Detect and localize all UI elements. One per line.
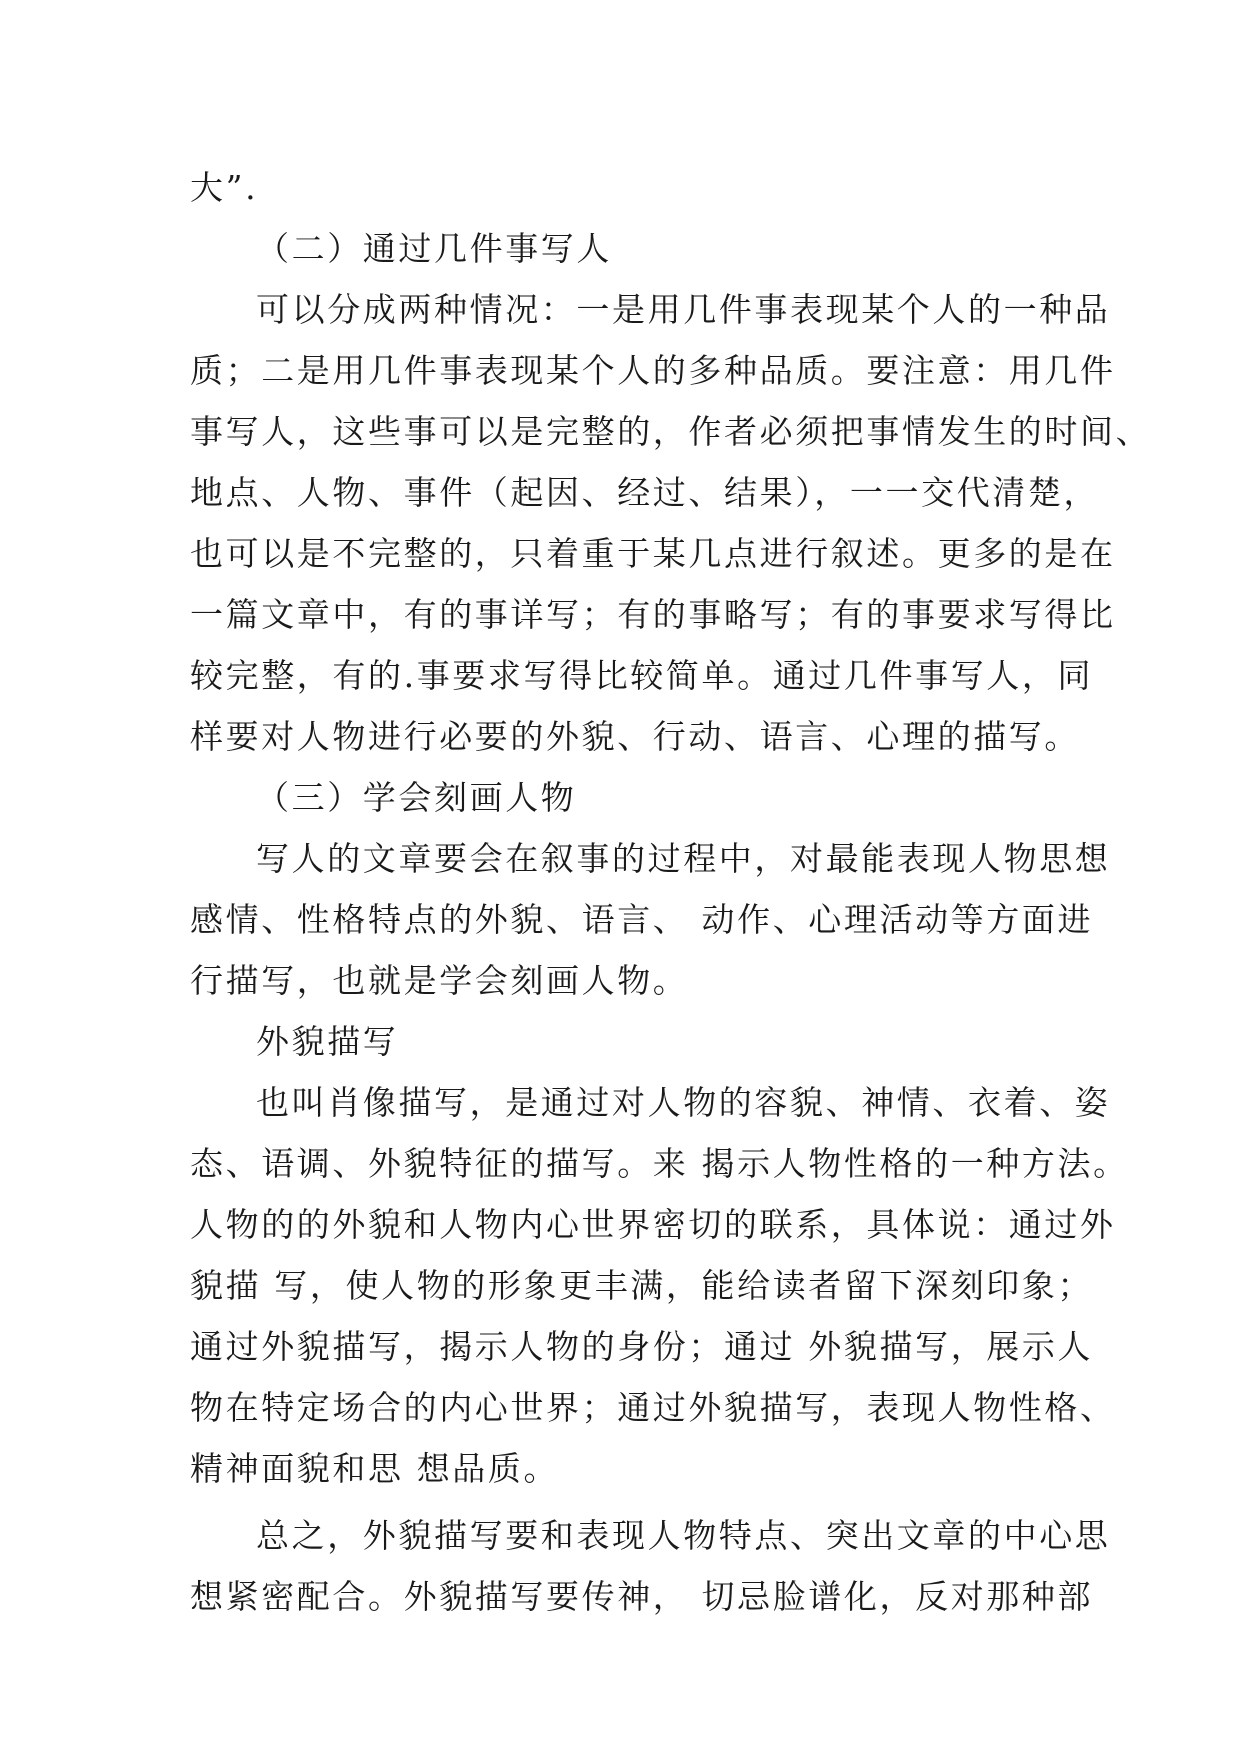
text-line: 总之，外貌描写要和表现人物特点、突出文章的中心思: [256, 1516, 1111, 1555]
text-line: 样要对人物进行必要的外貌、行动、语言、心理的描写。: [190, 717, 1080, 756]
text-line: 人物的的外貌和人物内心世界密切的联系，具体说：通过外: [190, 1205, 1116, 1244]
section-heading: （二）通过几件事写人: [256, 229, 612, 268]
text-line: 质；二是用几件事表现某个人的多种品质。要注意：用几件: [190, 351, 1116, 390]
text-line: 精神面貌和思 想品质。: [190, 1449, 560, 1488]
text-line: 行描写，也就是学会刻画人物。: [190, 961, 689, 1000]
text-line: 貌描 写，使人物的形象更丰满，能给读者留下深刻印象；: [190, 1266, 1094, 1305]
text-line: 事写人，这些事可以是完整的，作者必须把事情发生的时间、: [190, 412, 1152, 451]
text-line: 通过外貌描写，揭示人物的身份；通过 外貌描写，展示人: [190, 1327, 1094, 1366]
section-heading: （三）学会刻画人物: [256, 778, 577, 817]
text-line: 也叫肖像描写，是通过对人物的容貌、神情、衣着、姿: [256, 1083, 1111, 1122]
subsection-heading: 外貌描写: [256, 1022, 399, 1061]
text-line: 写人的文章要会在叙事的过程中，对最能表现人物思想: [256, 839, 1111, 878]
text-line: 感情、性格特点的外貌、语言、 动作、心理活动等方面进: [190, 900, 1094, 939]
text-line: 较完整，有的.事要求写得比较简单。通过几件事写人，同: [190, 656, 1094, 695]
text-line: 可以分成两种情况：一是用几件事表现某个人的一种品: [256, 290, 1111, 329]
text-line: 态、语调、外貌特征的描写。来 揭示人物性格的一种方法。: [190, 1144, 1129, 1183]
text-line: 物在特定场合的内心世界；通过外貌描写，表现人物性格、: [190, 1388, 1116, 1427]
text-line: 想紧密配合。外貌描写要传神， 切忌脸谱化，反对那种部: [190, 1577, 1094, 1616]
text-line: 大”.: [190, 168, 259, 207]
text-line: 也可以是不完整的，只着重于某几点进行叙述。更多的是在: [190, 534, 1116, 573]
text-line: 地点、人物、事件（起因、经过、结果），一一交代清楚，: [190, 473, 1100, 512]
text-line: 一篇文章中，有的事详写；有的事略写；有的事要求写得比: [190, 595, 1116, 634]
